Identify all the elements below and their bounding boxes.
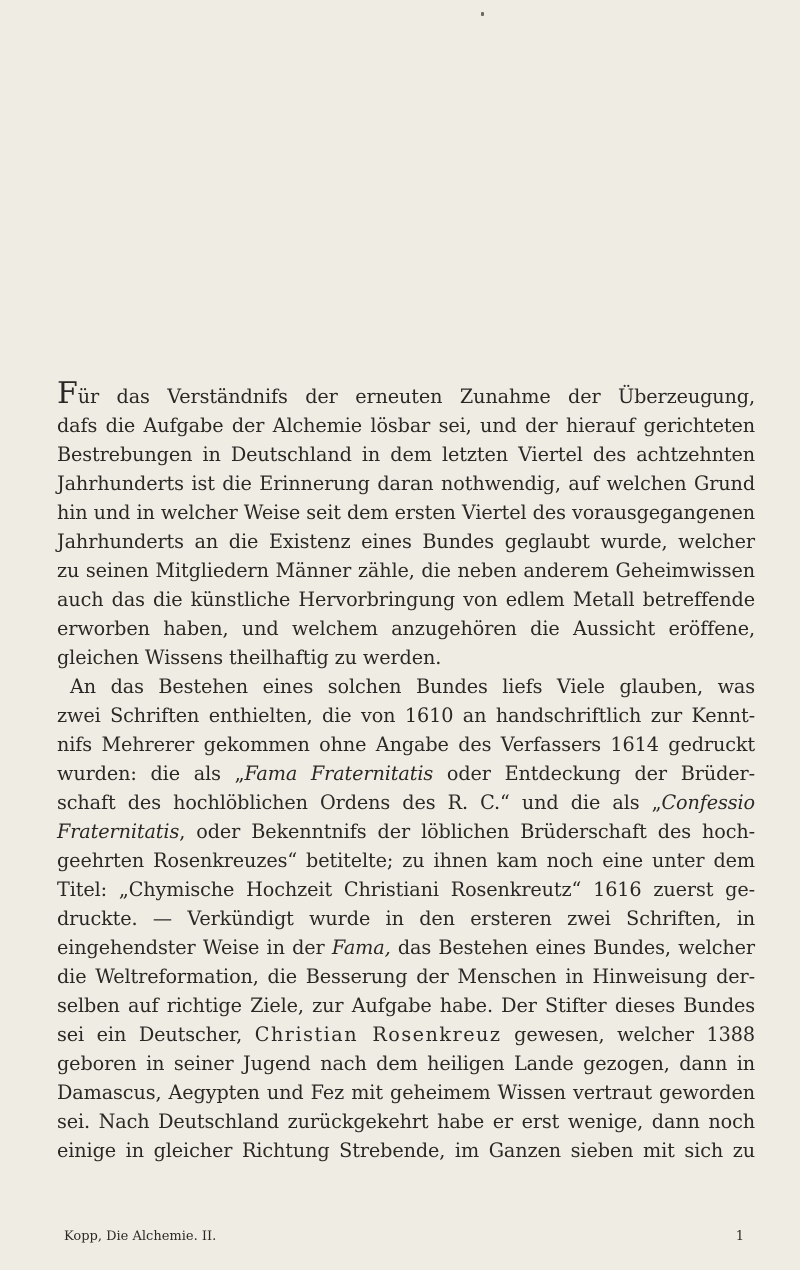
drop-cap: F (57, 376, 78, 411)
page-footer (64, 1226, 744, 1248)
text-line: Fraternitatis, oder Bekenntnifs der löblichen Brüderschaft des hoch- (57, 820, 755, 843)
text-line: sei. Nach Deutschland zurückgekehrt habe er erst wenige, dann noch (57, 1110, 755, 1133)
text-line: druckte. — Verkündigt wurde in den ersteren zwei Schriften, in (57, 907, 755, 930)
text-line: gleichen Wissens theilhaftig zu werden. (57, 646, 442, 669)
title-fama-short: Fama, (331, 936, 391, 959)
text-line: An das Bestehen eines solchen Bundes liefs Viele glauben, was (70, 675, 755, 698)
text-line: Für das Verständnifs der erneuten Zunahme der Überzeugung, (57, 376, 755, 411)
printing-speck (481, 12, 484, 16)
text-line: einige in gleicher Richtung Strebende, im Ganzen sieben mit sich zu (57, 1139, 755, 1162)
text-line: zu seinen Mitgliedern Männer zähle, die neben anderem Geheimwissen (57, 559, 755, 582)
text-line: Bestrebungen in Deutschland in dem letzten Viertel des achtzehnten (57, 443, 755, 466)
title-fraternitatis: Fraternitatis (57, 820, 180, 843)
text-line: Titel: „Chymische Hochzeit Christiani Rosenkreutz“ 1616 zuerst ge- (57, 878, 755, 901)
text-line: Jahrhunderts ist die Erinnerung daran nothwendig, auf welchen Grund (57, 472, 755, 495)
person-name: Christian Rosenkreuz (254, 1023, 502, 1046)
text-line: schaft des hochlöblichen Ordens des R. C.“ und die als „Confessio (57, 791, 755, 814)
signature-number: 1 (735, 1229, 744, 1244)
footer-signature: Kopp, Die Alchemie. II. (64, 1229, 217, 1244)
text-line: wurden: die als „Fama Fraternitatis oder Entdeckung der Brüder- (57, 762, 755, 785)
text-line: nifs Mehrerer gekommen ohne Angabe des Verfassers 1614 gedruckt (57, 733, 755, 756)
text-line: eingehendster Weise in der Fama, das Bestehen eines Bundes, welcher (57, 936, 755, 959)
text-line: selben auf richtige Ziele, zur Aufgabe habe. Der Stifter dieses Bundes (57, 994, 755, 1017)
title-confessio: Confessio (661, 791, 755, 814)
text-line: Jahrhunderts an die Existenz eines Bundes geglaubt wurde, welcher (57, 530, 755, 553)
text-line: zwei Schriften enthielten, die von 1610 an handschriftlich zur Kennt- (57, 704, 755, 727)
text-line: erworben haben, und welchem anzugehören die Aussicht eröffene, (57, 617, 755, 640)
text-line: hin und in welcher Weise seit dem ersten Viertel des vorausgegangenen (57, 501, 755, 524)
title-fama: Fama Fraternitatis (244, 762, 434, 785)
text-line: Damascus, Aegypten und Fez mit geheimem Wissen vertraut geworden (57, 1081, 755, 1104)
text-line: dafs die Aufgabe der Alchemie lösbar sei, und der hierauf gerichteten (57, 414, 755, 437)
text-line: geboren in seiner Jugend nach dem heiligen Lande gezogen, dann in (57, 1052, 755, 1075)
text-line: sei ein Deutscher, Christian Rosenkreuz gewesen, welcher 1388 (57, 1023, 755, 1046)
text-line: geehrten Rosenkreuzes“ betitelte; zu ihnen kam noch eine unter dem (57, 849, 755, 872)
body-text (57, 376, 755, 1165)
text-line: die Weltreformation, die Besserung der Menschen in Hinweisung der- (57, 965, 755, 988)
text-line: auch das die künstliche Hervorbringung von edlem Metall betreffende (57, 588, 755, 611)
